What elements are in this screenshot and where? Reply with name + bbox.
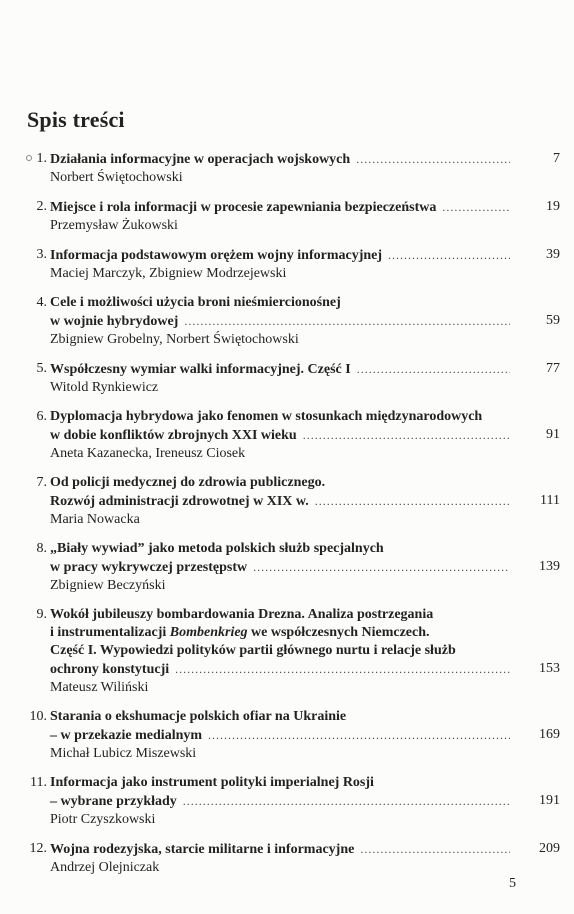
entry-title-line: Rozwój administracji zdrowotnej w XIX w. ..... 111 <box>50 492 516 511</box>
toc-entry <box>0 606 574 697</box>
entry-authors: Piotr Czyszkowski <box>50 812 156 827</box>
entry-title-line: Informacja jako instrument polityki imperialnej Rosji <box>50 775 374 790</box>
entry-title-line: Dyplomacja hybrydowa jako fenomen w stosunkach międzynarodowych <box>50 409 483 424</box>
leader-dots <box>442 198 510 216</box>
entry-title-line: „Biały wywiad” jako metoda polskich służb specjalnych <box>50 541 384 556</box>
entry-number: 10. <box>29 709 47 724</box>
entry-number: 7. <box>36 475 47 490</box>
entry-title-line: w dobie konfliktów zbrojnych XXI wieku ..... 91 <box>50 426 516 445</box>
entry-number: 3. <box>36 247 47 262</box>
leader-dots <box>357 360 510 378</box>
leader-dots <box>175 660 510 678</box>
entry-page-number: 19 <box>546 199 560 214</box>
entry-title-line: Wokół jubileuszy bombardowania Drezna. Analiza postrzegania <box>50 607 434 622</box>
entry-title-line: Wojna rodezyjska, starcie militarne i informacyjne ..... 209 <box>50 840 516 859</box>
entry-title-line: Od policji medycznej do zdrowia publicznego. <box>50 475 326 490</box>
toc-entry <box>0 474 574 529</box>
page-title: Spis treści <box>27 107 125 132</box>
entry-page-number: 91 <box>546 427 560 442</box>
toc-entry <box>0 294 574 349</box>
leader-dots <box>253 558 510 576</box>
entry-page-number: 77 <box>546 361 560 376</box>
entry-title-line: Miejsce i rola informacji w procesie zapewniania bezpieczeństwa ..... 19 <box>50 198 516 217</box>
leader-dots <box>360 840 510 858</box>
entry-authors: Maria Nowacka <box>50 512 140 527</box>
toc-entry <box>0 246 574 283</box>
entry-authors: Przemysław Żukowski <box>50 218 178 233</box>
entry-number: 1. <box>36 151 47 166</box>
toc-entry <box>0 708 574 763</box>
entry-page-number: 7 <box>553 151 560 166</box>
entry-authors: Michał Lubicz Miszewski <box>50 746 197 761</box>
toc-entry <box>0 840 574 877</box>
entry-authors: Zbigniew Grobelny, Norbert Świętochowski <box>50 332 299 347</box>
entry-page-number: 153 <box>539 661 560 676</box>
leader-dots <box>388 246 510 264</box>
toc-entry <box>0 774 574 829</box>
entry-page-number: 111 <box>540 493 560 508</box>
entry-title-line: – w przekazie medialnym ..... 169 <box>50 726 516 745</box>
entry-authors: Norbert Świętochowski <box>50 170 183 185</box>
entry-title-line: w wojnie hybrydowej ..... 59 <box>50 312 516 331</box>
entry-page-number: 169 <box>539 727 560 742</box>
entry-authors: Andrzej Olejniczak <box>50 860 160 875</box>
entry-title-line: ochrony konstytucji ..... 153 <box>50 660 516 679</box>
entry-title-line: Działania informacyjne w operacjach wojskowych ..... 7 <box>50 150 516 169</box>
entry-page-number: 191 <box>539 793 560 808</box>
entry-authors: Mateusz Wiliński <box>50 680 149 695</box>
entry-page-number: 209 <box>539 841 560 856</box>
entry-title-line: i instrumentalizacji Bombenkrieg we współczesnych Niemczech. <box>50 625 430 640</box>
entry-number: 4. <box>36 295 47 310</box>
toc-entry <box>0 360 574 397</box>
entry-title-line: Starania o ekshumacje polskich ofiar na Ukrainie <box>50 709 347 724</box>
leader-dots <box>303 426 510 444</box>
entry-number: 9. <box>36 607 47 622</box>
entry-title-line: – wybrane przykłady ..... 191 <box>50 792 516 811</box>
toc-entry <box>0 408 574 463</box>
leader-dots <box>183 792 510 810</box>
leader-dots <box>356 150 510 168</box>
entry-page-number: 59 <box>546 313 560 328</box>
entry-authors: Zbigniew Beczyński <box>50 578 166 593</box>
leader-dots <box>208 726 510 744</box>
entry-title-line: Część I. Wypowiedzi polityków partii głównego nurtu i relacje służb <box>50 643 456 658</box>
entry-number: 12. <box>29 841 47 856</box>
entry-number: 5. <box>36 361 47 376</box>
toc-entry <box>0 198 574 235</box>
entry-number: 11. <box>30 775 47 790</box>
entry-page-number: 139 <box>539 559 560 574</box>
page-number: 5 <box>509 876 516 891</box>
entry-number: 2. <box>36 199 47 214</box>
entry-authors: Maciej Marczyk, Zbigniew Modrzejewski <box>50 266 287 281</box>
entry-authors: Aneta Kazanecka, Ireneusz Ciosek <box>50 446 246 461</box>
entry-title-line: w pracy wykrywczej przestępstw ..... 139 <box>50 558 516 577</box>
toc-entry <box>0 540 574 595</box>
entry-page-number: 39 <box>546 247 560 262</box>
toc-entry <box>0 150 574 187</box>
entry-title-line: Informacja podstawowym orężem wojny informacyjnej ..... 39 <box>50 246 516 265</box>
entry-authors: Witold Rynkiewicz <box>50 380 159 395</box>
entry-number: 8. <box>36 541 47 556</box>
leader-dots <box>315 492 510 510</box>
leader-dots <box>184 312 510 330</box>
table-of-contents <box>0 150 574 888</box>
entry-title-line: Cele i możliwości użycia broni nieśmiercionośnej <box>50 295 341 310</box>
entry-title-line: Współczesny wymiar walki informacyjnej. Część I ..... 77 <box>50 360 516 379</box>
entry-number: 6. <box>36 409 47 424</box>
